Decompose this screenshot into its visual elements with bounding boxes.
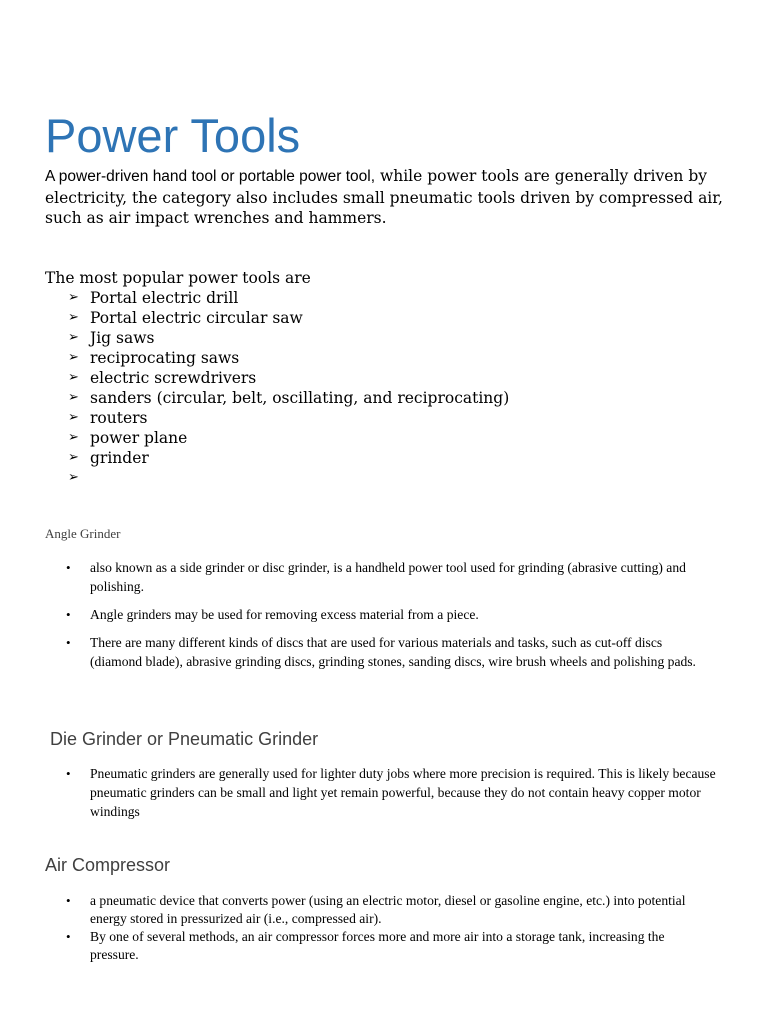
list-item-text: There are many different kinds of discs that are used for various materials and tasks, such as cut-off discs (diamond blade), abrasive grinding discs, grinding stones, sanding discs, wire brush wheels and polishing pads.	[90, 635, 696, 669]
bullet-dot-icon: •	[66, 607, 71, 622]
arrowhead-bullet-icon: ➢	[68, 390, 79, 405]
list-item	[68, 408, 509, 428]
list-item	[66, 558, 716, 596]
die-grinder-heading: Die Grinder or Pneumatic Grinder	[50, 729, 319, 749]
arrowhead-bullet-icon: ➢	[68, 350, 79, 365]
list-item-label: grinder	[90, 449, 149, 467]
list-item	[68, 368, 509, 388]
list-item-label: reciprocating saws	[90, 349, 240, 367]
list-item-text: also known as a side grinder or disc grinder, is a handheld power tool used for grinding (abrasive cutting) and polishing.	[90, 560, 686, 594]
list-item-label: Portal electric circular saw	[90, 309, 303, 327]
list-item-label: routers	[90, 409, 148, 427]
arrowhead-bullet-icon: ➢	[68, 470, 79, 485]
list-item-text: Angle grinders may be used for removing excess material from a piece.	[90, 607, 479, 622]
list-item	[68, 468, 509, 488]
list-item-label: electric screwdrivers	[90, 369, 257, 387]
list-item	[68, 288, 509, 308]
list-item	[68, 448, 509, 468]
bullet-dot-icon: •	[66, 929, 71, 944]
list-item-text: By one of several methods, an air compressor forces more and more air into a storage tank, increasing the pressure.	[90, 929, 665, 962]
arrowhead-bullet-icon: ➢	[68, 410, 79, 425]
page-title: Power Tools	[45, 109, 301, 162]
list-item-label: sanders (circular, belt, oscillating, and reciprocating)	[90, 389, 510, 407]
list-item-text: Pneumatic grinders are generally used for lighter duty jobs where more precision is required. This is likely because pneumatic grinders can be small and light yet remain powerful, because they do not contain heavy copper motor windings	[90, 766, 716, 819]
arrowhead-bullet-icon: ➢	[68, 310, 79, 325]
list-item	[66, 892, 716, 928]
popular-tools-intro: The most popular power tools are	[45, 269, 311, 287]
bullet-dot-icon: •	[66, 635, 71, 650]
bullet-dot-icon: •	[66, 893, 71, 908]
list-item	[66, 764, 716, 821]
list-item	[66, 605, 716, 624]
arrowhead-bullet-icon: ➢	[68, 450, 79, 465]
angle-grinder-list	[66, 558, 716, 671]
list-item-label: Jig saws	[90, 329, 155, 347]
list-item	[68, 328, 509, 348]
bullet-dot-icon: •	[66, 766, 71, 781]
list-item-label: Portal electric drill	[90, 289, 239, 307]
list-item	[66, 928, 716, 964]
air-compressor-list	[66, 892, 716, 964]
angle-grinder-heading: Angle Grinder	[45, 526, 121, 541]
bullet-dot-icon: •	[66, 560, 71, 575]
intro-paragraph	[45, 166, 735, 229]
arrowhead-bullet-icon: ➢	[68, 330, 79, 345]
list-item	[68, 348, 509, 368]
die-grinder-list	[66, 764, 716, 821]
arrowhead-bullet-icon: ➢	[68, 290, 79, 305]
list-item	[68, 388, 509, 408]
intro-rest: while power tools are generally driven by electricity, the category also includes small pneumatic tools driven by compressed air, such as air impact wrenches and hammers.	[45, 167, 723, 227]
arrowhead-bullet-icon: ➢	[68, 370, 79, 385]
popular-tools-list	[68, 288, 509, 488]
list-item	[68, 428, 509, 448]
list-item-label: power plane	[90, 429, 188, 447]
air-compressor-heading: Air Compressor	[45, 855, 171, 875]
intro-lead: A power-driven hand tool or portable power tool,	[45, 168, 376, 185]
list-item-text: a pneumatic device that converts power (using an electric motor, diesel or gasoline engine, etc.) into potential energy stored in pressurized air (i.e., compressed air).	[90, 893, 686, 926]
list-item	[68, 308, 509, 328]
arrowhead-bullet-icon: ➢	[68, 430, 79, 445]
list-item	[66, 633, 716, 671]
